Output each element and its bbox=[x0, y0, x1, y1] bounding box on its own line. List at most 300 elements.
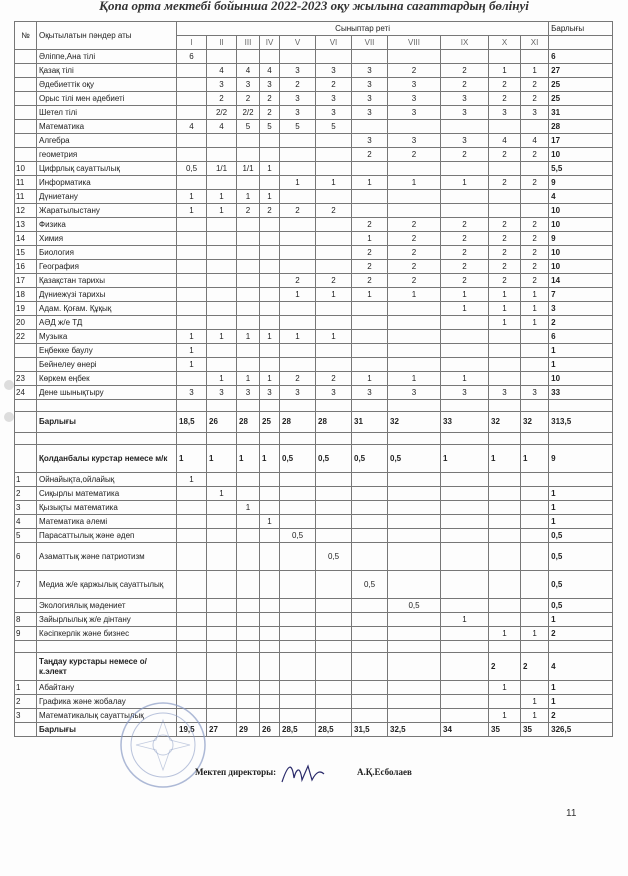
hours-cell: 1 bbox=[521, 627, 549, 641]
hours-cell bbox=[280, 302, 316, 316]
hours-cell bbox=[260, 358, 280, 372]
hours-cell bbox=[521, 681, 549, 695]
hours-cell: 0,5 bbox=[388, 445, 441, 473]
row-total: 1 bbox=[549, 487, 613, 501]
empty-cell bbox=[177, 641, 207, 653]
hours-cell: 0,5 bbox=[316, 445, 352, 473]
hours-cell: 2 bbox=[489, 92, 521, 106]
subject-name: Графика және жобалау bbox=[37, 695, 177, 709]
empty-cell bbox=[521, 641, 549, 653]
hours-cell bbox=[352, 627, 388, 641]
hours-cell bbox=[489, 473, 521, 487]
hours-cell bbox=[352, 330, 388, 344]
row-number: 9 bbox=[15, 627, 37, 641]
hours-cell bbox=[260, 50, 280, 64]
hours-cell bbox=[352, 529, 388, 543]
hours-cell: 2 bbox=[521, 148, 549, 162]
hours-cell: 1/1 bbox=[207, 162, 237, 176]
subject-name: Шетел тілі bbox=[37, 106, 177, 120]
grand-total-row bbox=[15, 723, 613, 737]
hours-cell: 2 bbox=[280, 78, 316, 92]
empty-cell bbox=[177, 433, 207, 445]
subject-row bbox=[15, 176, 613, 190]
hours-cell: 1 bbox=[521, 64, 549, 78]
subtotal-row bbox=[15, 412, 613, 433]
hours-cell: 2 bbox=[489, 176, 521, 190]
hours-cell: 1 bbox=[177, 473, 207, 487]
row-total: 28 bbox=[549, 120, 613, 134]
hours-cell bbox=[177, 148, 207, 162]
hours-cell: 2 bbox=[441, 218, 489, 232]
hours-cell: 4 bbox=[207, 64, 237, 78]
hours-cell bbox=[260, 487, 280, 501]
hours-cell bbox=[177, 218, 207, 232]
hours-cell: 3 bbox=[280, 106, 316, 120]
row-total: 0,5 bbox=[549, 543, 613, 571]
hours-cell bbox=[388, 543, 441, 571]
hours-cell: 2 bbox=[280, 274, 316, 288]
hours-cell bbox=[388, 473, 441, 487]
hours-cell: 3 bbox=[388, 78, 441, 92]
row-total: 2 bbox=[549, 627, 613, 641]
hours-cell: 31,5 bbox=[352, 723, 388, 737]
row-number bbox=[15, 134, 37, 148]
hours-cell bbox=[521, 120, 549, 134]
hours-cell: 2 bbox=[388, 148, 441, 162]
hours-cell bbox=[441, 162, 489, 176]
hours-cell: 1 bbox=[489, 681, 521, 695]
hours-cell: 2 bbox=[521, 78, 549, 92]
hours-cell bbox=[207, 358, 237, 372]
hours-cell bbox=[237, 653, 260, 681]
hours-cell bbox=[316, 501, 352, 515]
hours-cell bbox=[260, 260, 280, 274]
subject-name: Зайырлылық ж/е дінтану bbox=[37, 613, 177, 627]
subject-row bbox=[15, 316, 613, 330]
hours-cell bbox=[207, 473, 237, 487]
page-number: 11 bbox=[566, 808, 577, 819]
hours-cell: 29 bbox=[237, 723, 260, 737]
hours-cell bbox=[316, 473, 352, 487]
hours-cell: 35 bbox=[521, 723, 549, 737]
hours-cell: 2 bbox=[521, 92, 549, 106]
empty-cell bbox=[15, 433, 37, 445]
hours-cell bbox=[260, 218, 280, 232]
row-number: 16 bbox=[15, 260, 37, 274]
director-name: А.Қ.Есболаев bbox=[357, 767, 412, 777]
hours-cell: 4 bbox=[237, 64, 260, 78]
subject-name: Қызықты математика bbox=[37, 501, 177, 515]
hours-cell bbox=[316, 613, 352, 627]
hours-cell bbox=[237, 274, 260, 288]
hours-cell: 2 bbox=[388, 64, 441, 78]
row-number: 3 bbox=[15, 501, 37, 515]
empty-cell bbox=[388, 400, 441, 412]
hours-cell: 3 bbox=[316, 386, 352, 400]
hours-cell: 1 bbox=[207, 487, 237, 501]
header-classes: Сыныптар реті bbox=[177, 22, 549, 36]
hours-cell: 3 bbox=[352, 78, 388, 92]
row-total: 5,5 bbox=[549, 162, 613, 176]
header-row bbox=[15, 22, 613, 36]
hours-cell bbox=[177, 653, 207, 681]
empty-cell bbox=[352, 400, 388, 412]
hours-cell: 3 bbox=[441, 106, 489, 120]
row-total: 3 bbox=[549, 302, 613, 316]
hours-cell bbox=[260, 709, 280, 723]
hours-cell: 19,5 bbox=[177, 723, 207, 737]
hours-cell bbox=[521, 204, 549, 218]
hours-cell: 3 bbox=[316, 106, 352, 120]
hours-cell bbox=[316, 599, 352, 613]
hours-cell bbox=[441, 681, 489, 695]
subject-row bbox=[15, 372, 613, 386]
hours-cell bbox=[177, 106, 207, 120]
spacer-row bbox=[15, 433, 613, 445]
hours-cell bbox=[237, 344, 260, 358]
row-total: 10 bbox=[549, 204, 613, 218]
row-total: 7 bbox=[549, 288, 613, 302]
hours-cell: 1 bbox=[260, 330, 280, 344]
hours-cell bbox=[316, 653, 352, 681]
hours-cell bbox=[260, 176, 280, 190]
hours-cell: 1 bbox=[441, 288, 489, 302]
hours-cell bbox=[521, 487, 549, 501]
empty-cell bbox=[489, 641, 521, 653]
hours-cell bbox=[260, 274, 280, 288]
empty-cell bbox=[489, 433, 521, 445]
hours-cell: 1 bbox=[521, 695, 549, 709]
hours-cell bbox=[388, 529, 441, 543]
row-number bbox=[15, 599, 37, 613]
hours-cell: 1 bbox=[441, 302, 489, 316]
hours-cell bbox=[280, 543, 316, 571]
subject-name: Таңдау курстары немесе о/к.элект bbox=[37, 653, 177, 681]
hours-cell bbox=[441, 653, 489, 681]
hours-cell: 2 bbox=[352, 246, 388, 260]
subject-row bbox=[15, 330, 613, 344]
hours-cell bbox=[260, 529, 280, 543]
course-row bbox=[15, 543, 613, 571]
hours-cell: 1 bbox=[489, 316, 521, 330]
hours-cell bbox=[177, 571, 207, 599]
hours-cell bbox=[207, 501, 237, 515]
hours-cell bbox=[316, 316, 352, 330]
hours-cell bbox=[441, 190, 489, 204]
subject-row bbox=[15, 344, 613, 358]
hours-cell bbox=[352, 515, 388, 529]
hours-cell: 3 bbox=[489, 106, 521, 120]
hours-cell: 1 bbox=[489, 627, 521, 641]
hours-cell: 2 bbox=[352, 218, 388, 232]
hours-cell: 3 bbox=[237, 78, 260, 92]
hours-cell bbox=[352, 613, 388, 627]
hours-cell bbox=[260, 613, 280, 627]
hours-cell bbox=[237, 571, 260, 599]
hours-cell bbox=[388, 627, 441, 641]
hours-cell bbox=[489, 344, 521, 358]
hours-cell bbox=[207, 681, 237, 695]
row-total: 10 bbox=[549, 246, 613, 260]
row-number: 10 bbox=[15, 162, 37, 176]
subject-row bbox=[15, 260, 613, 274]
subject-name: Биология bbox=[37, 246, 177, 260]
course-row bbox=[15, 529, 613, 543]
hours-table bbox=[14, 21, 613, 737]
hours-cell: 28 bbox=[280, 412, 316, 433]
page-title: Қопа орта мектебі бойынша 2022-2023 оқу жылына сағаттардың бөлінуі bbox=[99, 0, 529, 13]
hours-cell bbox=[260, 246, 280, 260]
hours-cell bbox=[177, 316, 207, 330]
empty-cell bbox=[260, 641, 280, 653]
hours-cell: 2 bbox=[388, 218, 441, 232]
hours-cell: 3 bbox=[280, 386, 316, 400]
hours-cell bbox=[207, 260, 237, 274]
hours-cell: 0,5 bbox=[280, 445, 316, 473]
hours-cell: 2 bbox=[280, 204, 316, 218]
hours-cell bbox=[280, 358, 316, 372]
hours-cell: 2 bbox=[489, 78, 521, 92]
hours-cell: 0,5 bbox=[352, 571, 388, 599]
hours-cell bbox=[521, 599, 549, 613]
hours-cell bbox=[388, 515, 441, 529]
hours-cell: 3 bbox=[352, 64, 388, 78]
subject-name: Адам. Қоғам. Құқық bbox=[37, 302, 177, 316]
hours-cell: 2 bbox=[521, 274, 549, 288]
hours-cell: 2 bbox=[489, 653, 521, 681]
row-number: 12 bbox=[15, 204, 37, 218]
row-number: 23 bbox=[15, 372, 37, 386]
row-number bbox=[15, 723, 37, 737]
hours-cell: 2 bbox=[521, 653, 549, 681]
hours-cell: 1 bbox=[352, 372, 388, 386]
hours-cell: 2 bbox=[237, 204, 260, 218]
hours-cell bbox=[177, 302, 207, 316]
hours-cell bbox=[489, 529, 521, 543]
row-total: 9 bbox=[549, 232, 613, 246]
hours-cell bbox=[352, 681, 388, 695]
row-total: 10 bbox=[549, 148, 613, 162]
hours-cell: 32,5 bbox=[388, 723, 441, 737]
row-total: 17 bbox=[549, 134, 613, 148]
hours-cell bbox=[388, 330, 441, 344]
hours-cell: 1 bbox=[388, 288, 441, 302]
hours-cell: 2/2 bbox=[237, 106, 260, 120]
empty-cell bbox=[316, 433, 352, 445]
subject-name: Бейнелеу өнері bbox=[37, 358, 177, 372]
row-total: 0,5 bbox=[549, 529, 613, 543]
hours-cell: 3 bbox=[316, 64, 352, 78]
hours-cell: 2/2 bbox=[207, 106, 237, 120]
empty-cell bbox=[352, 433, 388, 445]
hours-cell bbox=[388, 316, 441, 330]
hours-cell bbox=[316, 232, 352, 246]
subject-name: Дене шынықтыру bbox=[37, 386, 177, 400]
row-number bbox=[15, 64, 37, 78]
hours-cell bbox=[441, 204, 489, 218]
subject-row bbox=[15, 204, 613, 218]
row-number bbox=[15, 445, 37, 473]
hours-cell bbox=[260, 501, 280, 515]
empty-cell bbox=[177, 400, 207, 412]
hours-cell: 2 bbox=[489, 260, 521, 274]
header-total: Барлығы bbox=[549, 22, 613, 36]
hours-cell: 1 bbox=[441, 372, 489, 386]
hours-cell bbox=[207, 218, 237, 232]
hours-cell bbox=[441, 515, 489, 529]
hours-cell: 2 bbox=[352, 260, 388, 274]
hours-cell bbox=[177, 134, 207, 148]
hours-cell bbox=[521, 330, 549, 344]
grade-header: IX bbox=[441, 36, 489, 50]
hours-cell bbox=[260, 288, 280, 302]
hours-cell bbox=[441, 543, 489, 571]
hours-cell bbox=[280, 134, 316, 148]
hours-cell bbox=[352, 501, 388, 515]
subject-row bbox=[15, 50, 613, 64]
subject-name: Экологиялық мәдениет bbox=[37, 599, 177, 613]
row-total: 326,5 bbox=[549, 723, 613, 737]
course-row bbox=[15, 613, 613, 627]
hours-cell: 28 bbox=[237, 412, 260, 433]
row-total: 14 bbox=[549, 274, 613, 288]
hours-cell bbox=[177, 274, 207, 288]
row-total: 313,5 bbox=[549, 412, 613, 433]
hours-cell bbox=[207, 543, 237, 571]
subject-row bbox=[15, 288, 613, 302]
hours-cell bbox=[352, 487, 388, 501]
director-role: Мектеп директоры: bbox=[195, 767, 277, 777]
empty-cell bbox=[521, 433, 549, 445]
hours-cell bbox=[237, 260, 260, 274]
hours-cell bbox=[280, 501, 316, 515]
empty-cell bbox=[207, 400, 237, 412]
hours-cell: 3 bbox=[316, 92, 352, 106]
hours-cell bbox=[489, 695, 521, 709]
grade-header: X bbox=[489, 36, 521, 50]
subject-row bbox=[15, 106, 613, 120]
hours-cell bbox=[388, 358, 441, 372]
row-total: 10 bbox=[549, 218, 613, 232]
hours-cell bbox=[316, 260, 352, 274]
hours-cell: 1 bbox=[316, 330, 352, 344]
row-total: 2 bbox=[549, 316, 613, 330]
row-number bbox=[15, 92, 37, 106]
row-number: 20 bbox=[15, 316, 37, 330]
row-number bbox=[15, 653, 37, 681]
hours-cell bbox=[207, 134, 237, 148]
row-number: 19 bbox=[15, 302, 37, 316]
hours-cell bbox=[521, 529, 549, 543]
elective-course-row bbox=[15, 709, 613, 723]
subject-row bbox=[15, 358, 613, 372]
hours-cell bbox=[489, 190, 521, 204]
hours-cell: 1 bbox=[177, 204, 207, 218]
hours-cell: 3 bbox=[280, 92, 316, 106]
hours-cell bbox=[260, 316, 280, 330]
row-total: 1 bbox=[549, 515, 613, 529]
hours-cell bbox=[316, 134, 352, 148]
subject-row bbox=[15, 218, 613, 232]
hours-cell bbox=[237, 627, 260, 641]
hours-cell: 3 bbox=[388, 92, 441, 106]
hours-cell bbox=[260, 148, 280, 162]
hours-cell bbox=[352, 162, 388, 176]
hours-cell: 4 bbox=[207, 120, 237, 134]
hours-cell: 0,5 bbox=[280, 529, 316, 543]
hours-cell bbox=[316, 162, 352, 176]
hours-cell: 1 bbox=[260, 515, 280, 529]
hours-cell: 26 bbox=[207, 412, 237, 433]
row-number: 7 bbox=[15, 571, 37, 599]
hours-cell bbox=[388, 487, 441, 501]
hours-cell: 1 bbox=[352, 232, 388, 246]
hours-cell bbox=[441, 50, 489, 64]
hours-cell bbox=[207, 515, 237, 529]
hours-cell bbox=[280, 681, 316, 695]
hours-cell: 1 bbox=[388, 176, 441, 190]
subject-name: Азаматтық және патриотизм bbox=[37, 543, 177, 571]
total-header-blank bbox=[549, 36, 613, 50]
hours-cell bbox=[521, 344, 549, 358]
hours-cell: 1 bbox=[207, 204, 237, 218]
hours-cell bbox=[207, 709, 237, 723]
hours-cell bbox=[237, 358, 260, 372]
hours-cell: 1 bbox=[441, 176, 489, 190]
hours-cell bbox=[260, 473, 280, 487]
hours-cell: 1 bbox=[352, 176, 388, 190]
hours-cell: 1 bbox=[521, 316, 549, 330]
hours-cell: 1 bbox=[521, 302, 549, 316]
hours-cell: 1 bbox=[177, 190, 207, 204]
row-total bbox=[549, 473, 613, 487]
hours-cell bbox=[280, 515, 316, 529]
empty-cell bbox=[388, 433, 441, 445]
hours-cell: 3 bbox=[352, 386, 388, 400]
row-total: 2 bbox=[549, 709, 613, 723]
hours-cell: 2 bbox=[352, 274, 388, 288]
subject-name: Алгебра bbox=[37, 134, 177, 148]
hours-cell bbox=[280, 148, 316, 162]
row-total: 4 bbox=[549, 190, 613, 204]
hours-cell: 1 bbox=[237, 445, 260, 473]
hours-cell: 1 bbox=[441, 613, 489, 627]
row-number: 18 bbox=[15, 288, 37, 302]
hours-cell bbox=[388, 120, 441, 134]
hours-cell bbox=[441, 316, 489, 330]
hours-cell bbox=[521, 372, 549, 386]
hours-cell: 18,5 bbox=[177, 412, 207, 433]
hours-cell: 2 bbox=[489, 148, 521, 162]
hours-cell: 3 bbox=[260, 386, 280, 400]
row-total: 9 bbox=[549, 445, 613, 473]
row-number: 11 bbox=[15, 176, 37, 190]
hours-cell bbox=[280, 627, 316, 641]
subject-row bbox=[15, 92, 613, 106]
hours-cell bbox=[388, 653, 441, 681]
hours-cell: 1 bbox=[260, 162, 280, 176]
empty-cell bbox=[37, 433, 177, 445]
hours-cell: 1 bbox=[489, 288, 521, 302]
hours-cell bbox=[316, 358, 352, 372]
subject-name: Математика bbox=[37, 120, 177, 134]
hours-cell: 1 bbox=[521, 445, 549, 473]
hours-cell bbox=[441, 120, 489, 134]
hours-cell bbox=[177, 681, 207, 695]
hours-cell: 3 bbox=[260, 78, 280, 92]
hours-cell bbox=[352, 316, 388, 330]
hours-cell bbox=[260, 344, 280, 358]
